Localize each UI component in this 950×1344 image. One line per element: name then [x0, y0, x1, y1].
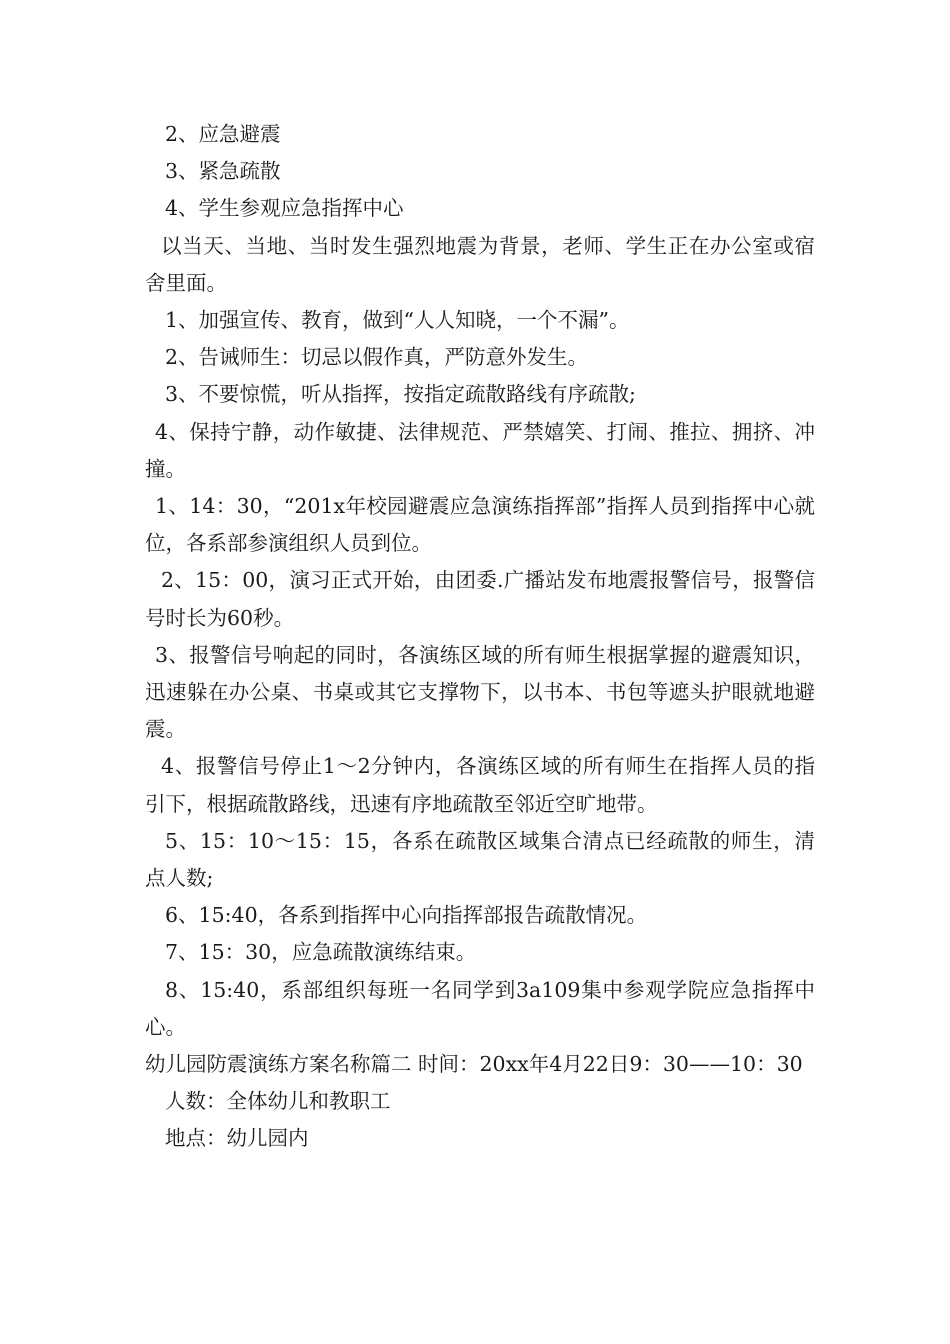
paragraph: 2、告诫师生：切忌以假作真，严防意外发生。 [165, 345, 589, 370]
paragraph: 4、学生参观应急指挥中心 [165, 196, 404, 221]
paragraph: 4、保持宁静，动作敏捷、法律规范、严禁嬉笑、打闹、推拉、拥挤、冲撞。 [145, 419, 815, 481]
paragraph: 3、紧急疏散 [165, 159, 281, 184]
paragraph: 人数：全体幼儿和教职工 [165, 1089, 391, 1114]
paragraph: 7、15：30，应急疏散演练结束。 [165, 940, 477, 965]
paragraph: 以当天、当地、当时发生强烈地震为背景，老师、学生正在办公室或宿舍里面。 [145, 233, 815, 295]
paragraph: 2、15：00，演习正式开始，由团委.广播站发布地震报警信号，报警信号时长为60秒。 [145, 568, 815, 630]
section-heading: 幼儿园防震演练方案名称篇二 时间：20xx年4月22日9：30——10：30 [145, 1052, 803, 1077]
paragraph: 2、应急避震 [165, 122, 281, 146]
paragraph: 地点：幼儿园内 [165, 1126, 309, 1151]
paragraph: 6、15:40，各系到指挥中心向指挥部报告疏散情况。 [165, 903, 648, 928]
paragraph: 1、14：30，“201x年校园避震应急演练指挥部”指挥人员到指挥中心就位，各系部参演组织人员到位。 [145, 494, 815, 556]
document-body [145, 116, 815, 1158]
paragraph: 4、报警信号停止1～2分钟内，各演练区域的所有师生在指挥人员的指引下，根据疏散路线，迅速有序地疏散至邻近空旷地带。 [145, 754, 815, 816]
paragraph: 5、15：10～15：15，各系在疏散区域集合清点已经疏散的师生，清点人数; [145, 828, 815, 891]
paragraph: 3、不要惊慌，听从指挥，按指定疏散路线有序疏散; [165, 382, 636, 407]
paragraph: 3、报警信号响起的同时，各演练区域的所有师生根据掌握的避震知识，迅速躲在办公桌、书桌或其它支撑物下，以书本、书包等遮头护眼就地避震。 [145, 642, 815, 742]
paragraph: 8、15:40，系部组织每班一名同学到3a109集中参观学院应急指挥中心。 [145, 977, 815, 1039]
paragraph: 1、加强宣传、教育，做到“人人知晓，一个不漏”。 [165, 308, 630, 333]
